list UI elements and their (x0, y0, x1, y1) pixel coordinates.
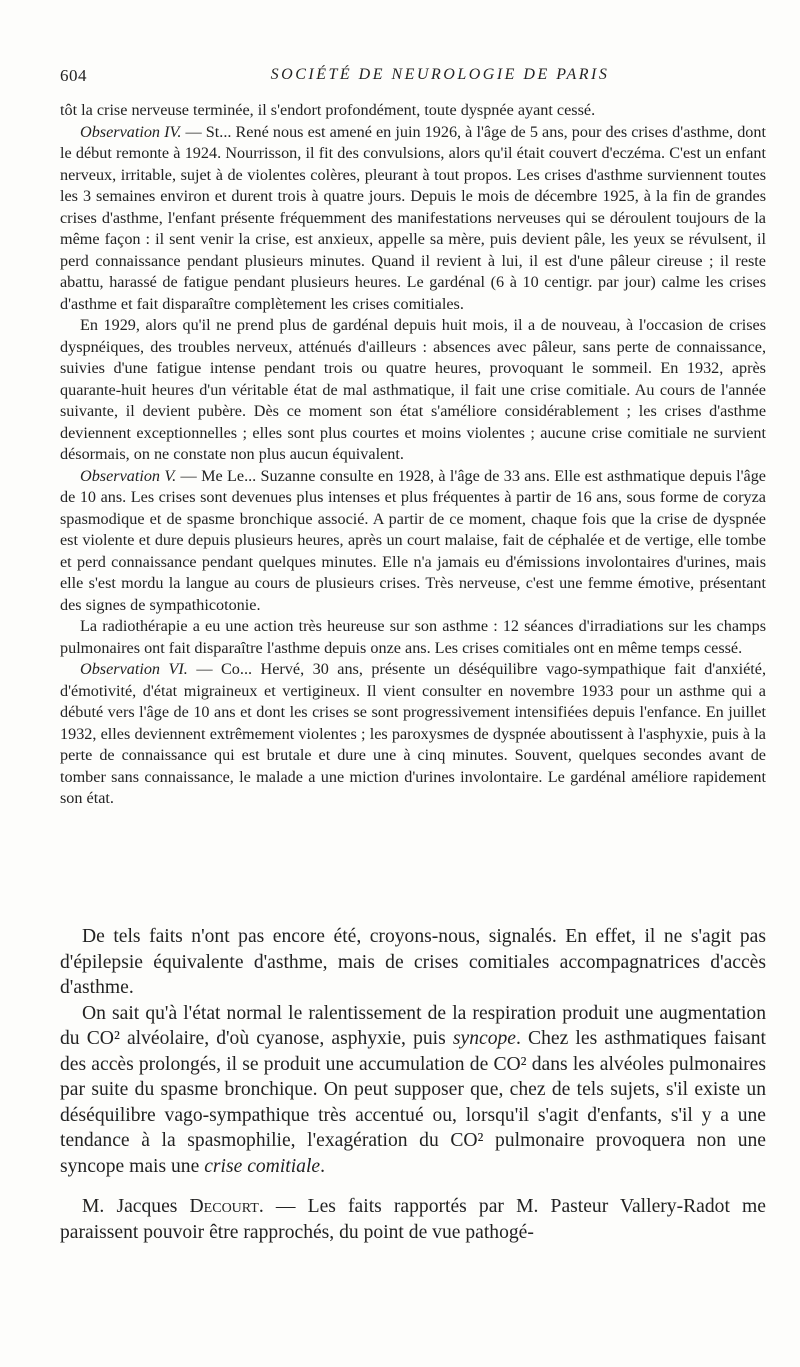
discussion-2-syncope: syncope (452, 1028, 516, 1049)
discussion-2-crise-comitiale: crise comitiale (204, 1155, 321, 1177)
discussion-2-part-e: . (320, 1155, 326, 1177)
discussion-section (60, 924, 766, 1245)
speaker-name-prefix: M. Jacques (82, 1196, 190, 1217)
observations-section (60, 100, 766, 810)
observation-5-label: Observation V. (80, 466, 177, 485)
observation-6-label: Observation VI. (80, 660, 188, 678)
observation-5-body: — Me Le... Suzanne consulte en 1928, à l'âge de 33 ans. Elle est asthmatique depuis l'âge de 10 ans. Les crises sont devenues plus intenses et plus fréquentes à partir de 16 ans, sous forme de coryza spasmodique et de spasme bronchique associé. A partir de ce moment, chaque fois que la crise de dyspnée est violente et dure depuis plusieurs heures, après un court malaise, fait de céphalée et de vertige, elle tombe et perd connaissance pendant quelques minutes. Elle n'a jamais eu d'émissions involontaires d'urines, mais elle s'est mordu la langue au cours de plusieurs crises. Très nerveuse, c'est une femme émotive, présentant des signes de sympathicotonie. (60, 466, 766, 614)
page-number: 604 (60, 66, 87, 85)
page-header (60, 66, 750, 90)
paragraph-discussion-1: De tels faits n'ont pas encore été, croyons-nous, signalés. En effet, il ne s'agit pas d'épilepsie équivalente d'asthme, mais de crises comitiales accompagnatrices d'accès d'asthme. (60, 926, 766, 998)
observation-6-body: — Co... Hervé, 30 ans, présente un déséquilibre vago-sympathique fait d'anxiété, d'émotivité, d'état migraineux et vertigineux. Il vient consulter en novembre 1933 pour un asthme qui a débuté vers l'âge de 10 ans et dont les crises se sont progressivement intensifiées depuis l'enfance. En juillet 1932, elles deviennent extrêmement violentes ; les paroxysmes de dyspnée aboutissent à l'asphyxie, puis à la perte de connaissance qui est brutale et dure une à cinq minutes. Souvent, quelques secondes avant de tomber sans connaissance, le malade a une miction d'urines involontaire. Le gardénal améliore rapidement son état. (60, 660, 766, 807)
paragraph-continuation: tôt la crise nerveuse terminée, il s'endort profondément, toute dyspnée ayant cessé. (60, 101, 596, 119)
paragraph-decourt (60, 1194, 766, 1245)
discussion-2-part-c: . Chez les asthmatiques faisant des accès prolongés, il se produit une accumulation de CO² dans les alvéoles pulmonaires par suite du spasme bronchique. On peut supposer que, chez de tels sujets, s'il existe un déséquilibre vago-sympathique très accentué ou, lorsqu'il s'agit d'enfants, s'il y a une tendance à la spasmophilie, l'exagération du CO² pulmonaire provoquera non une syncope mais une (60, 1028, 766, 1177)
observation-4-label: Observation IV. (80, 122, 182, 141)
paragraph-observation-4-followup: En 1929, alors qu'il ne prend plus de gardénal depuis huit mois, il a de nouveau, à l'occasion de crises dyspnéiques, des troubles nerveux, atténués d'ailleurs : absences avec pâleur, sans perte de connaissance, suivies d'une fatigue intense pendant trois ou quatre heures, provoquant le sommeil. En 1932, après quarante-huit heures d'un véritable état de mal asthmatique, il fait une crise comitiale. Au cours de l'année suivante, il devient pubère. Dès ce moment son état s'améliore considérablement ; les crises d'asthme deviennent exceptionnelles ; elles sont plus courtes et moins violentes ; aucune crise comitiale ne survient désormais, on ne constate non plus aucun équivalent. (60, 316, 766, 463)
speaker-statement: . — Les faits rapportés par M. Pasteur Vallery-Radot me paraissent pouvoir être rapprochés, du point de vue pathogé- (60, 1196, 766, 1243)
paragraph-discussion-2 (60, 1001, 766, 1180)
observation-4-body: — St... René nous est amené en juin 1926, à l'âge de 5 ans, pour des crises d'asthme, dont le début remonte à 1924. Nourrisson, il fit des convulsions, alors qu'il était couvert d'eczéma. C'est un enfant nerveux, irritable, sujet à de violentes colères, pleurant à tout propos. Les crises d'asthme surviennent toutes les 3 semaines environ et durent trois à quatre jours. Depuis le mois de décembre 1925, à la fin de grandes crises d'asthme, l'enfant présente fréquemment des manifestations nerveuses qui se déroulent toujours de la même façon : il sent venir la crise, est anxieux, appelle sa mère, puis devient pâle, les yeux se révulsent, il perd connaissance pendant plusieurs minutes. Quand il revient à lui, il est d'une pâleur cireuse ; il reste abattu, harassé de fatigue pendant plusieurs heures. Le gardénal (6 à 10 centigr. par jour) calme les crises d'asthme et fait disparaître complètement les crises comitiales. (60, 122, 766, 313)
paragraph-observation-5 (60, 466, 766, 617)
running-title: SOCIÉTÉ DE NEUROLOGIE DE PARIS (270, 66, 610, 83)
paragraph-observation-4 (60, 122, 766, 316)
paragraph-observation-6 (60, 659, 766, 810)
speaker-surname: Decourt (189, 1196, 259, 1217)
discussion-2-part-a: On sait qu'à l'état normal le ralentissement de la respiration produit une augmentation du CO² alvéolaire, d'où cyanose, asphyxie, puis (60, 1002, 766, 1049)
paragraph-observation-5-followup: La radiothérapie a eu une action très heureuse sur son asthme : 12 séances d'irradiations sur les champs pulmonaires ont fait disparaître l'asthme depuis onze ans. Les crises comitiales ont en même temps cessé. (60, 617, 766, 657)
